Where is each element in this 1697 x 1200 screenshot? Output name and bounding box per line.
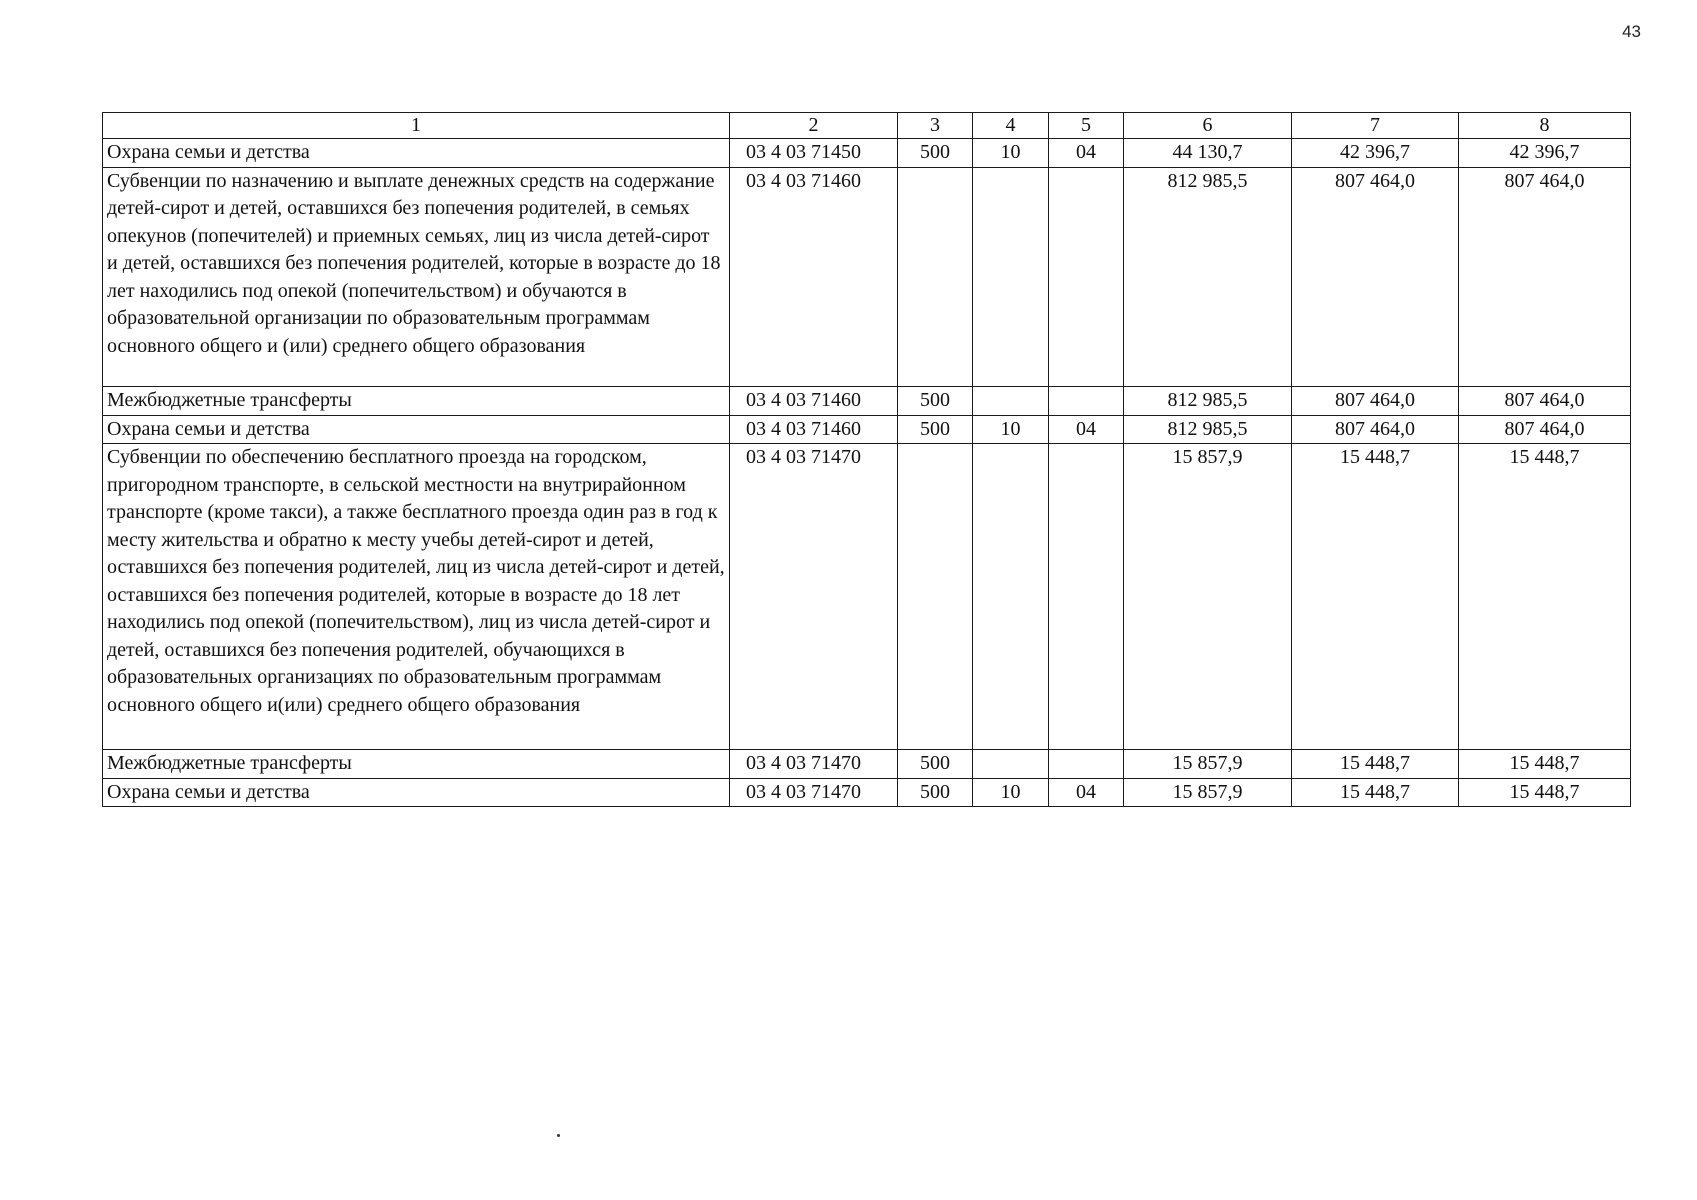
table-row <box>103 415 1631 444</box>
row-amount-6: 812 985,5 <box>1124 167 1292 387</box>
row-col3: 500 <box>898 387 973 416</box>
row-amount-7: 15 448,7 <box>1292 750 1459 779</box>
row-name: Субвенции по назначению и выплате денежных средств на содержание детей-сирот и детей, оставшихся без попечения родителей, в семьях опекунов (попечителей) и приемных семьях, лиц из числа детей-сирот и детей, оставшихся без попечения родителей, которые в возрасте до 18 лет находились под опекой (попечительством) и обучаются в образовательной организации по образовательным программам основного общего и (или) среднего общего образования <box>107 169 721 357</box>
row-name: Охрана семьи и детства <box>103 415 730 444</box>
row-amount-8: 807 464,0 <box>1459 387 1631 416</box>
row-amount-6: 15 857,9 <box>1124 444 1292 750</box>
column-header: 4 <box>973 113 1049 139</box>
row-name: Межбюджетные трансферты <box>103 387 730 416</box>
row-amount-7: 807 464,0 <box>1292 167 1459 387</box>
row-code: 03 4 03 71450 <box>730 139 898 168</box>
column-header: 1 <box>103 113 730 139</box>
row-col3: 500 <box>898 415 973 444</box>
row-name-cell <box>103 444 730 750</box>
row-amount-7: 15 448,7 <box>1292 444 1459 750</box>
row-amount-8: 42 396,7 <box>1459 139 1631 168</box>
row-col4: 10 <box>973 778 1049 807</box>
row-col5 <box>1049 750 1124 779</box>
table-row <box>103 167 1631 387</box>
table-header-row <box>103 113 1631 139</box>
row-amount-7: 42 396,7 <box>1292 139 1459 168</box>
row-amount-6: 812 985,5 <box>1124 387 1292 416</box>
table-row <box>103 139 1631 168</box>
row-name: Охрана семьи и детства <box>103 778 730 807</box>
row-col4 <box>973 167 1049 387</box>
row-amount-6: 15 857,9 <box>1124 778 1292 807</box>
row-amount-6: 812 985,5 <box>1124 415 1292 444</box>
column-header: 8 <box>1459 113 1631 139</box>
row-name-cell <box>103 167 730 387</box>
row-amount-7: 807 464,0 <box>1292 387 1459 416</box>
row-col5: 04 <box>1049 778 1124 807</box>
row-col5: 04 <box>1049 139 1124 168</box>
row-code: 03 4 03 71460 <box>730 167 898 387</box>
row-amount-8: 15 448,7 <box>1459 778 1631 807</box>
row-col4: 10 <box>973 415 1049 444</box>
table-row <box>103 778 1631 807</box>
row-col5 <box>1049 444 1124 750</box>
row-amount-7: 15 448,7 <box>1292 778 1459 807</box>
column-header: 7 <box>1292 113 1459 139</box>
page-number: 43 <box>1622 22 1641 41</box>
column-header: 3 <box>898 113 973 139</box>
row-amount-8: 15 448,7 <box>1459 444 1631 750</box>
row-col3: 500 <box>898 139 973 168</box>
row-amount-7: 807 464,0 <box>1292 415 1459 444</box>
column-header: 5 <box>1049 113 1124 139</box>
row-amount-8: 807 464,0 <box>1459 415 1631 444</box>
row-amount-8: 15 448,7 <box>1459 750 1631 779</box>
table-row <box>103 750 1631 779</box>
row-code: 03 4 03 71470 <box>730 778 898 807</box>
cell-spacer <box>107 719 725 749</box>
row-col5: 04 <box>1049 415 1124 444</box>
cell-spacer <box>107 360 725 386</box>
row-name: Межбюджетные трансферты <box>103 750 730 779</box>
row-col3 <box>898 167 973 387</box>
row-amount-6: 44 130,7 <box>1124 139 1292 168</box>
budget-table <box>102 112 1631 807</box>
row-col4 <box>973 750 1049 779</box>
row-col3 <box>898 444 973 750</box>
row-col5 <box>1049 387 1124 416</box>
row-code: 03 4 03 71470 <box>730 750 898 779</box>
row-col3: 500 <box>898 778 973 807</box>
scan-speck <box>557 1134 560 1137</box>
row-code: 03 4 03 71460 <box>730 387 898 416</box>
table-row <box>103 387 1631 416</box>
row-code: 03 4 03 71470 <box>730 444 898 750</box>
row-col4 <box>973 444 1049 750</box>
row-name: Охрана семьи и детства <box>103 139 730 168</box>
row-col3: 500 <box>898 750 973 779</box>
row-name: Субвенции по обеспечению бесплатного проезда на городском, пригородном транспорте, в сельской местности на внутрирайонном транспорте (кроме такси), а также бесплатного проезда один раз в год к месту жительства и обратно к месту учебы детей-сирот и детей, оставшихся без попечения родителей, лиц из числа детей-сирот и детей, оставшихся без попечения родителей, которые в возрасте до 18 лет находились под опекой (попечительством), лиц из числа детей-сирот и детей, оставшихся без попечения родителей, обучающихся в образовательных организациях по образовательным программам основного общего и(или) среднего общего образования <box>107 446 725 716</box>
row-code: 03 4 03 71460 <box>730 415 898 444</box>
row-amount-6: 15 857,9 <box>1124 750 1292 779</box>
row-amount-8: 807 464,0 <box>1459 167 1631 387</box>
row-col4 <box>973 387 1049 416</box>
row-col4: 10 <box>973 139 1049 168</box>
column-header: 2 <box>730 113 898 139</box>
table-row <box>103 444 1631 750</box>
column-header: 6 <box>1124 113 1292 139</box>
row-col5 <box>1049 167 1124 387</box>
